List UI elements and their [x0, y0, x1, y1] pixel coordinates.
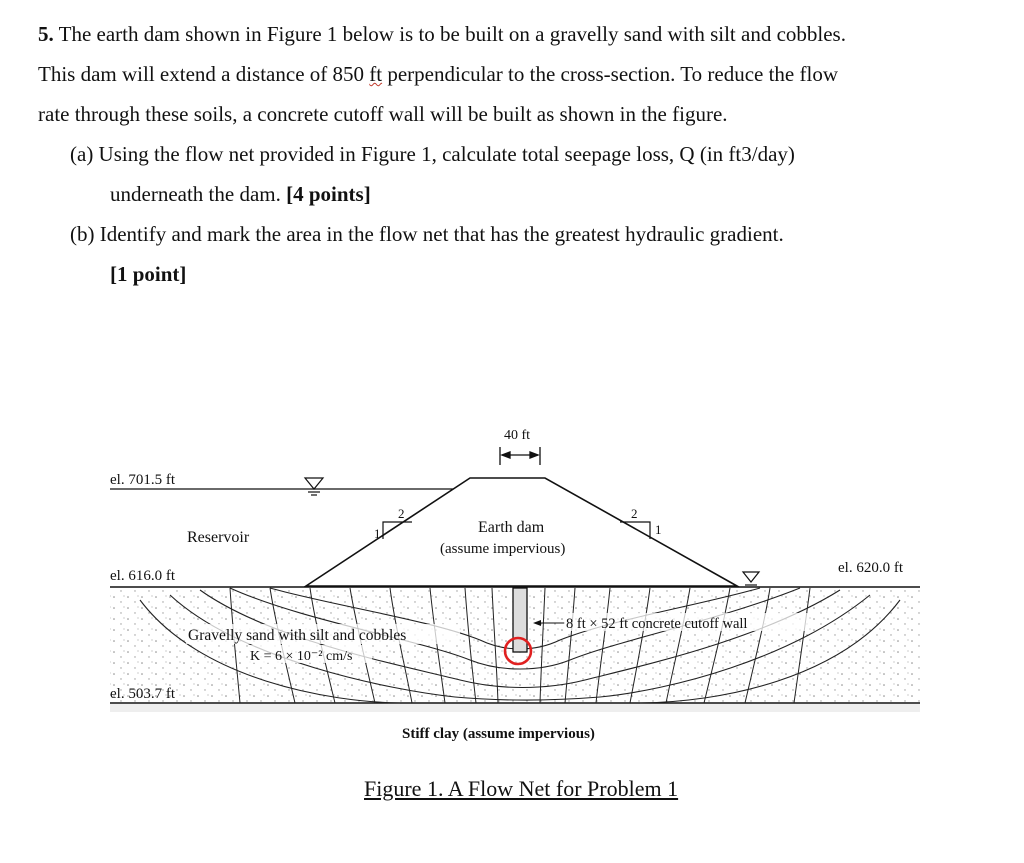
permeability-label: K = 6 × 10⁻² cm/s	[250, 649, 353, 664]
el-ground-up: el. 616.0 ft	[110, 568, 175, 584]
part-b-points: [1 point]	[110, 262, 187, 286]
soil-label: Gravelly sand with silt and cobbles	[188, 627, 407, 644]
cutoff-wall	[513, 588, 527, 652]
part-a-points: [4 points]	[286, 182, 371, 206]
figure-caption: Figure 1. A Flow Net for Problem 1	[364, 776, 679, 801]
part-a-cont: underneath the dam. [4 points]	[110, 182, 371, 206]
question-number: 5.	[38, 22, 54, 46]
crest-dimension	[500, 447, 540, 465]
slope-left-v: 1	[374, 526, 381, 541]
slope-left-h: 2	[398, 506, 405, 521]
tailwater-level-icon	[743, 572, 759, 585]
water-level-icon	[305, 478, 323, 495]
clay-band	[110, 704, 920, 712]
slope-right-v: 1	[655, 522, 662, 537]
dam-label: Earth dam	[478, 519, 545, 536]
question-line-1: 5. The earth dam shown in Figure 1 below is to be built on a gravelly sand with silt and cobbles.	[38, 22, 846, 46]
el-bottom: el. 503.7 ft	[110, 686, 175, 702]
cutoff-label: 8 ft × 52 ft concrete cutoff wall	[566, 616, 748, 632]
reservoir-label: Reservoir	[187, 529, 250, 546]
spellcheck-word: ft	[369, 62, 383, 86]
slope-right-h: 2	[631, 506, 638, 521]
clay-label: Stiff clay (assume impervious)	[402, 726, 595, 742]
part-b: (b) Identify and mark the area in the flow net that has the greatest hydraulic gradient.	[70, 222, 784, 246]
crest-width-label: 40 ft	[504, 428, 531, 443]
question-line-2: This dam will extend a distance of 850 ft perpendicular to the cross-section. To reduce the flow	[38, 62, 838, 86]
dam-note: (assume impervious)	[440, 541, 566, 557]
el-ground-down: el. 620.0 ft	[838, 560, 903, 576]
question-line-3: rate through these soils, a concrete cutoff wall will be built as shown in the figure.	[38, 102, 728, 126]
part-a: (a) Using the flow net provided in Figure 1, calculate total seepage loss, Q (in ft3/day)	[70, 142, 795, 166]
el-reservoir: el. 701.5 ft	[110, 472, 175, 488]
